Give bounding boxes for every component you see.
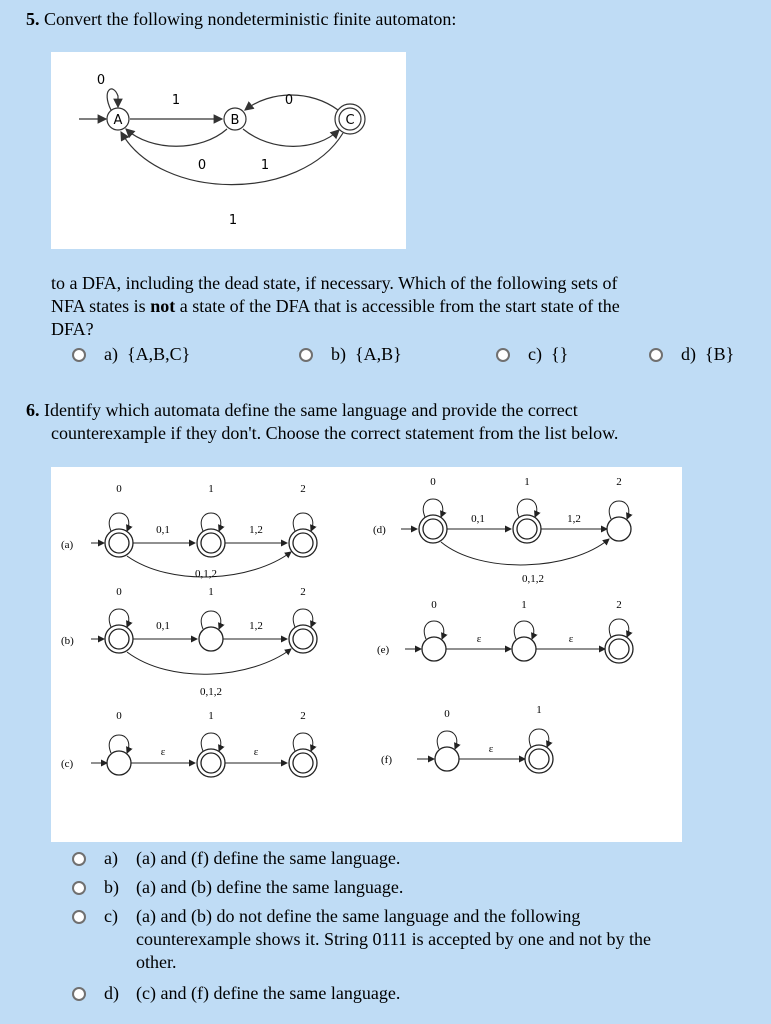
q6-option-a[interactable]	[104, 847, 401, 870]
b-q0-inner	[109, 629, 129, 649]
c-q1-loop	[201, 733, 221, 751]
q6-option-b-letter: b)	[104, 877, 119, 897]
a-q2-loop	[293, 513, 313, 531]
e-q0-loop-label: 0	[431, 599, 437, 611]
q5-option-c-text: {}	[550, 344, 569, 364]
state-c-label: C	[345, 113, 355, 128]
e-q2-loop-label: 2	[616, 599, 622, 611]
q6-prompt-line2: counterexample if they don't. Choose the correct statement from the list below.	[51, 423, 619, 443]
q6-option-c-text	[136, 905, 651, 974]
q6-option-d-radio[interactable]	[72, 987, 86, 1001]
edge-b-a	[126, 129, 227, 146]
q5-option-d-letter: d)	[681, 344, 696, 364]
d-q1-loop-label: 1	[524, 476, 530, 488]
q5-prompt: Convert the following nondeterministic finite automaton:	[44, 9, 457, 29]
state-b-label: B	[230, 113, 240, 128]
f-q1-loop	[529, 729, 549, 747]
e-q1-loop-label: 1	[521, 599, 527, 611]
e-q0-loop	[424, 621, 444, 639]
q6-option-a-text: (a) and (f) define the same language.	[136, 848, 401, 868]
q5-option-c-radio[interactable]	[496, 348, 510, 362]
label-a: (a)	[61, 539, 74, 551]
d-q1-inner	[517, 519, 537, 539]
q5-option-a-radio[interactable]	[72, 348, 86, 362]
edge-b-a-label: 0	[197, 158, 207, 173]
edge-b-c	[243, 129, 339, 146]
q5-text-line2-pre: NFA states is	[51, 296, 151, 316]
q6-option-c-line1: (a) and (b) do not define the same language and the following	[136, 906, 581, 926]
d-q0-q1-label: 0,1	[471, 513, 485, 525]
d-q2-loop-label: 2	[616, 476, 622, 488]
c-q0-loop	[109, 735, 129, 753]
b-q0-q2-label: 0,1,2	[200, 686, 222, 698]
a-q2-inner	[293, 533, 313, 553]
q5-option-c-letter: c)	[528, 344, 542, 364]
q5-option-d[interactable]	[681, 343, 734, 366]
d-q0-loop-label: 0	[430, 476, 436, 488]
automata-svg	[51, 467, 682, 842]
q6-prompt-line1: Identify which automata define the same language and provide the correct	[44, 400, 578, 420]
d-q1-loop	[517, 499, 537, 517]
f-q0-circle	[435, 747, 459, 771]
q5-option-d-text: {B}	[705, 344, 735, 364]
nfa-svg	[51, 52, 406, 249]
d-q0-q2-label: 0,1,2	[522, 573, 544, 585]
f-q0-loop-label: 0	[444, 708, 450, 720]
a-q0-loop	[109, 513, 129, 531]
c-q0-q1-label: ε	[160, 746, 166, 758]
loop-a-label: 0	[96, 73, 106, 88]
q6-option-c[interactable]	[104, 905, 652, 972]
q5-option-b-letter: b)	[331, 344, 346, 364]
q6-option-c-line2: counterexample shows it. String 0111 is accepted by one and not by the	[136, 929, 652, 949]
e-q2-inner	[609, 639, 629, 659]
b-q0-q2-arc	[127, 649, 291, 674]
c-q1-inner	[201, 753, 221, 773]
q5-text-line3: DFA?	[51, 319, 94, 339]
q5-heading	[26, 8, 456, 31]
e-q1-loop	[514, 621, 534, 639]
q6-option-b-radio[interactable]	[72, 881, 86, 895]
label-f: (f)	[381, 754, 392, 766]
q6-option-c-letter: c)	[104, 906, 118, 926]
q6-option-a-letter: a)	[104, 848, 118, 868]
d-q1-q2-label: 1,2	[567, 513, 581, 525]
b-q1-q2-label: 1,2	[249, 620, 263, 632]
label-c: (c)	[61, 758, 74, 770]
b-q2-loop	[293, 609, 313, 627]
b-q2-loop-label: 2	[300, 586, 306, 598]
q5-text-line2-post: a state of the DFA that is accessible from the start state of the	[175, 296, 620, 316]
q6-option-b-text: (a) and (b) define the same language.	[136, 877, 404, 897]
c-q0-circle	[107, 751, 131, 775]
label-e: (e)	[377, 644, 390, 656]
a-q0-loop-label: 0	[116, 483, 122, 495]
c-q2-loop-label: 2	[300, 710, 306, 722]
state-a-label: A	[113, 113, 123, 128]
b-q1-loop	[201, 611, 221, 629]
q6-option-c-line3: other.	[136, 952, 177, 972]
edge-c-a-label: 1	[228, 213, 238, 228]
q5-option-a-letter: a)	[104, 344, 118, 364]
q6-heading	[26, 399, 756, 445]
q5-text-not-bold: not	[150, 296, 176, 316]
e-q0-circle	[422, 637, 446, 661]
a-q1-loop	[201, 513, 221, 531]
edge-c-a	[121, 132, 343, 185]
edge-b-c-label: 1	[260, 158, 270, 173]
c-q0-loop-label: 0	[116, 710, 122, 722]
e-q1-circle	[512, 637, 536, 661]
label-d: (d)	[373, 524, 386, 536]
a-q0-q2-label: 0,1,2	[195, 568, 217, 580]
q5-option-b-text: {A,B}	[355, 344, 402, 364]
d-q0-loop	[423, 499, 443, 517]
edge-a-b-label: 1	[171, 93, 181, 108]
edge-c-b-label: 0	[284, 93, 294, 108]
q6-number: 6.	[26, 400, 40, 420]
a-q0-inner	[109, 533, 129, 553]
c-q2-loop	[293, 733, 313, 751]
f-q1-inner	[529, 749, 549, 769]
a-q0-q1-label: 0,1	[156, 524, 170, 536]
c-q2-inner	[293, 753, 313, 773]
f-q1-loop-label: 1	[536, 704, 542, 716]
q6-option-b[interactable]	[104, 876, 404, 899]
loop-a	[107, 89, 118, 110]
d-q2-loop	[609, 501, 629, 519]
q5-text-line2	[51, 295, 751, 318]
q5-option-b[interactable]	[331, 343, 402, 366]
q6-automata-figure	[51, 467, 682, 842]
b-q0-loop	[109, 609, 129, 627]
d-q2-circle	[607, 517, 631, 541]
a-q1-inner	[201, 533, 221, 553]
e-q2-loop	[609, 619, 629, 637]
e-q1-q2-label: ε	[568, 633, 574, 645]
e-q0-q1-label: ε	[476, 633, 482, 645]
a-q1-loop-label: 1	[208, 483, 214, 495]
q5-option-a[interactable]	[104, 343, 190, 366]
q5-nfa-diagram	[51, 52, 406, 249]
q5-number: 5.	[26, 9, 40, 29]
label-b: (b)	[61, 635, 74, 647]
c-q1-q2-label: ε	[253, 746, 259, 758]
b-q0-q1-label: 0,1	[156, 620, 170, 632]
f-q0-q1-label: ε	[488, 743, 494, 755]
c-q1-loop-label: 1	[208, 710, 214, 722]
q6-option-d-text: (c) and (f) define the same language.	[136, 983, 401, 1003]
q5-option-a-text: {A,B,C}	[126, 344, 191, 364]
q6-option-c-radio[interactable]	[72, 910, 86, 924]
b-q1-circle	[199, 627, 223, 651]
q5-option-d-radio[interactable]	[649, 348, 663, 362]
d-q0-inner	[423, 519, 443, 539]
q6-option-a-radio[interactable]	[72, 852, 86, 866]
a-q2-loop-label: 2	[300, 483, 306, 495]
b-q0-loop-label: 0	[116, 586, 122, 598]
q6-option-d-letter: d)	[104, 983, 119, 1003]
q5-option-c[interactable]	[528, 343, 568, 366]
b-q1-loop-label: 1	[208, 586, 214, 598]
q5-body-text	[51, 272, 751, 341]
b-q2-inner	[293, 629, 313, 649]
q5-text-line1: to a DFA, including the dead state, if necessary. Which of the following sets of	[51, 273, 618, 293]
q6-option-d[interactable]	[104, 982, 401, 1005]
a-q1-q2-label: 1,2	[249, 524, 263, 536]
q5-option-b-radio[interactable]	[299, 348, 313, 362]
f-q0-loop	[437, 731, 457, 749]
